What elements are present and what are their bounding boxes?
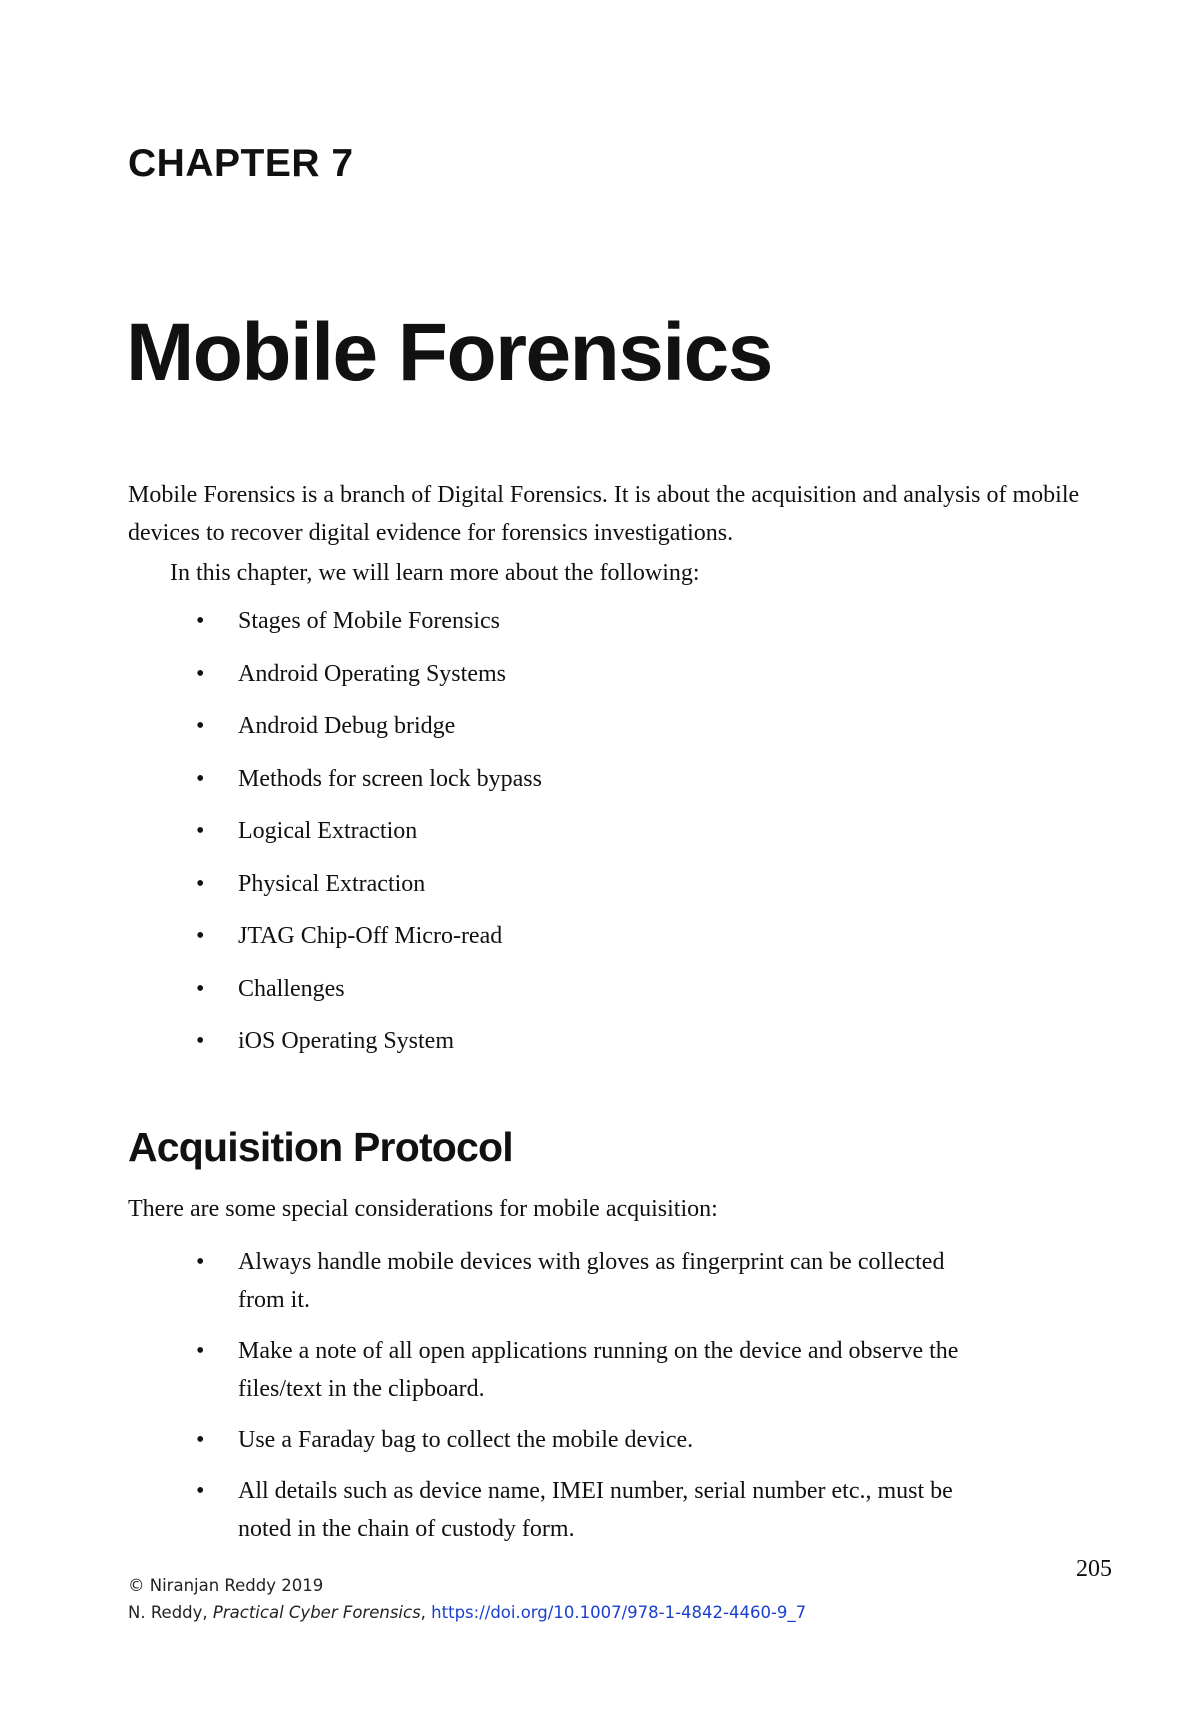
list-item: • Make a note of all open applications running on the device and observe the files/text in the clipboard. bbox=[128, 1332, 988, 1408]
section-intro: There are some special considerations for mobile acquisition: bbox=[128, 1196, 718, 1222]
list-item: • Use a Faraday bag to collect the mobile device. bbox=[128, 1421, 988, 1459]
citation-line bbox=[128, 1599, 806, 1626]
doi-link[interactable]: https://doi.org/10.1007/978-1-4842-4460-9_7 bbox=[431, 1603, 807, 1622]
list-item: • Challenges bbox=[128, 972, 542, 1006]
page-number: 205 bbox=[1076, 1556, 1112, 1582]
list-item: • Android Operating Systems bbox=[128, 657, 542, 691]
citation-separator: , bbox=[420, 1603, 432, 1622]
list-item: • Methods for screen lock bypass bbox=[128, 762, 542, 796]
list-item: • Always handle mobile devices with gloves as fingerprint can be collected from it. bbox=[128, 1243, 988, 1319]
copyright-line: © Niranjan Reddy 2019 bbox=[128, 1576, 324, 1595]
chapter-title: Mobile Forensics bbox=[126, 307, 772, 398]
chapter-label: CHAPTER 7 bbox=[128, 142, 354, 185]
lead-in-sentence: In this chapter, we will learn more about the following: bbox=[170, 560, 700, 586]
list-item: • Android Debug bridge bbox=[128, 709, 542, 743]
list-item: • Logical Extraction bbox=[128, 814, 542, 848]
list-item: • iOS Operating System bbox=[128, 1024, 542, 1058]
list-item: • Physical Extraction bbox=[128, 867, 542, 901]
acquisition-considerations-list bbox=[128, 1243, 988, 1561]
footer bbox=[128, 1572, 806, 1626]
list-item: • JTAG Chip-Off Micro-read bbox=[128, 919, 542, 953]
citation-book-title: Practical Cyber Forensics bbox=[212, 1603, 421, 1622]
list-item: • Stages of Mobile Forensics bbox=[128, 604, 542, 638]
chapter-topics-list bbox=[128, 604, 542, 1077]
citation-author: N. Reddy, bbox=[128, 1603, 213, 1622]
list-item: • All details such as device name, IMEI number, serial number etc., must be noted in the chain of custody form. bbox=[128, 1472, 988, 1548]
section-heading: Acquisition Protocol bbox=[128, 1124, 513, 1170]
intro-paragraph: Mobile Forensics is a branch of Digital Forensics. It is about the acquisition and analysis of mobile devices to recover digital evidence for forensics investigations. bbox=[128, 482, 1080, 546]
